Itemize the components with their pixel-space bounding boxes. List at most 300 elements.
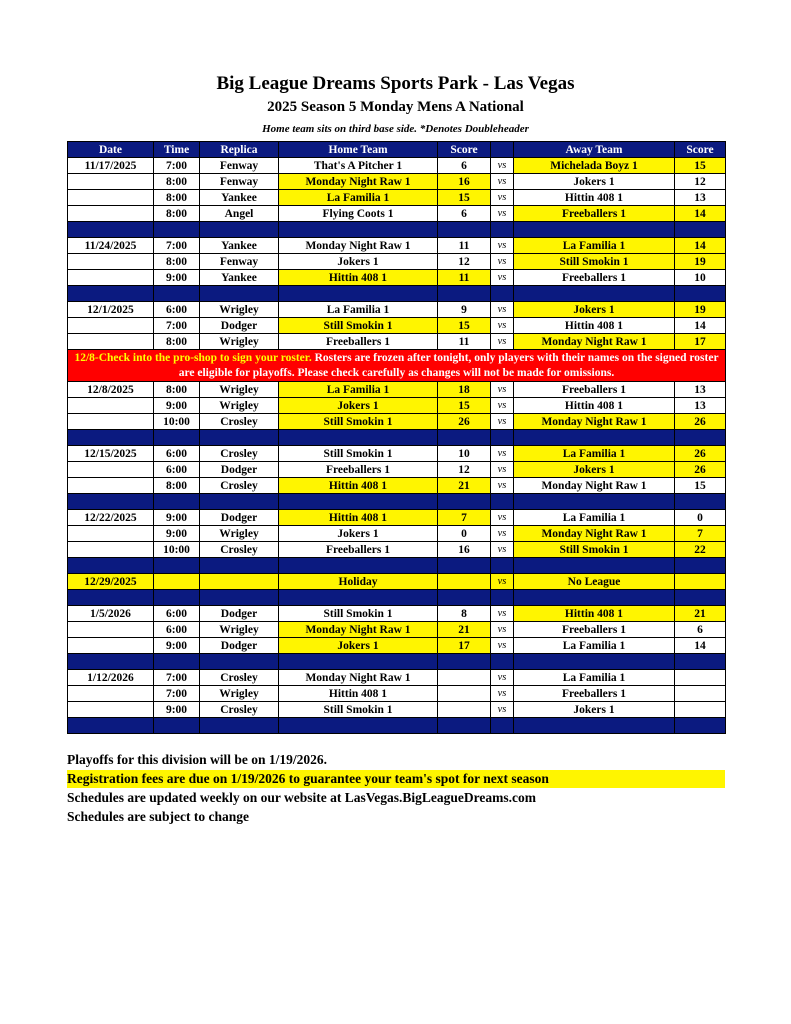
registration-note: Registration fees are due on 1/19/2026 to guarantee your team's spot for next season [67,770,725,788]
separator-cell [279,718,438,734]
roster-notice-row [68,350,726,382]
away-team: La Familia 1 [514,446,675,462]
game-time: 10:00 [154,414,200,430]
home-score: 15 [438,318,491,334]
home-score: 21 [438,622,491,638]
game-date [68,414,154,430]
game-date [68,270,154,286]
separator-row [68,286,726,302]
roster-notice-lead: 12/8-Check into the pro-shop to sign your roster. [74,351,312,364]
away-team: Hittin 408 1 [514,606,675,622]
away-team: Still Smokin 1 [514,254,675,270]
game-replica: Dodger [200,638,279,654]
game-replica: Wrigley [200,334,279,350]
separator-cell [438,590,491,606]
game-row [68,606,726,622]
away-team: Freeballers 1 [514,686,675,702]
home-score: 18 [438,382,491,398]
game-date: 12/29/2025 [68,574,154,590]
vs-label: vs [491,510,514,526]
vs-label: vs [491,318,514,334]
separator-cell [200,430,279,446]
separator-cell [438,494,491,510]
game-row [68,542,726,558]
away-team: Freeballers 1 [514,270,675,286]
change-note: Schedules are subject to change [67,809,249,824]
separator-cell [279,286,438,302]
game-replica: Wrigley [200,526,279,542]
col-away-score: Score [675,142,726,158]
away-score: 26 [675,414,726,430]
home-score: 16 [438,542,491,558]
away-score: 26 [675,462,726,478]
away-score: 15 [675,158,726,174]
game-time: 7:00 [154,670,200,686]
separator-cell [154,558,200,574]
home-team: La Familia 1 [279,190,438,206]
home-score [438,670,491,686]
game-replica: Crosley [200,446,279,462]
game-replica: Yankee [200,190,279,206]
separator-cell [675,590,726,606]
game-replica: Wrigley [200,382,279,398]
game-row [68,238,726,254]
away-team: Jokers 1 [514,702,675,718]
home-score [438,702,491,718]
away-score: 14 [675,238,726,254]
game-date [68,462,154,478]
home-team: Freeballers 1 [279,334,438,350]
away-score: 12 [675,174,726,190]
vs-label: vs [491,526,514,542]
game-time: 8:00 [154,382,200,398]
home-score: 11 [438,334,491,350]
game-replica: Wrigley [200,302,279,318]
vs-label: vs [491,478,514,494]
col-away-team: Away Team [514,142,675,158]
vs-label: vs [491,334,514,350]
game-date: 12/1/2025 [68,302,154,318]
game-date [68,702,154,718]
separator-cell [514,430,675,446]
game-replica: Angel [200,206,279,222]
game-date: 1/5/2026 [68,606,154,622]
game-time: 7:00 [154,686,200,702]
away-score: 13 [675,382,726,398]
separator-cell [491,654,514,670]
game-time: 9:00 [154,638,200,654]
vs-label: vs [491,638,514,654]
vs-label: vs [491,622,514,638]
separator-row [68,654,726,670]
game-replica: Fenway [200,254,279,270]
away-team: Freeballers 1 [514,622,675,638]
home-team: La Familia 1 [279,302,438,318]
home-score: 16 [438,174,491,190]
game-row [68,638,726,654]
separator-cell [154,494,200,510]
home-team: Holiday [279,574,438,590]
home-team: Still Smokin 1 [279,606,438,622]
separator-cell [438,654,491,670]
separator-row [68,718,726,734]
game-replica: Yankee [200,238,279,254]
col-vs [491,142,514,158]
away-score [675,686,726,702]
away-team: Freeballers 1 [514,206,675,222]
separator-cell [675,430,726,446]
header-row [68,142,726,158]
game-date [68,686,154,702]
game-row [68,206,726,222]
separator-cell [154,654,200,670]
game-date [68,318,154,334]
home-team: La Familia 1 [279,382,438,398]
vs-label: vs [491,670,514,686]
separator-cell [438,558,491,574]
vs-label: vs [491,446,514,462]
away-score [675,670,726,686]
home-team: Hittin 408 1 [279,686,438,702]
separator-cell [279,590,438,606]
vs-label: vs [491,574,514,590]
home-score: 12 [438,462,491,478]
game-time: 9:00 [154,526,200,542]
home-score: 11 [438,238,491,254]
home-score: 10 [438,446,491,462]
separator-row [68,494,726,510]
home-team: Jokers 1 [279,254,438,270]
vs-label: vs [491,190,514,206]
away-team: La Familia 1 [514,638,675,654]
game-row [68,158,726,174]
home-team: That's A Pitcher 1 [279,158,438,174]
col-replica: Replica [200,142,279,158]
vs-label: vs [491,462,514,478]
away-score: 19 [675,254,726,270]
game-time [154,574,200,590]
home-score: 26 [438,414,491,430]
vs-label: vs [491,206,514,222]
separator-cell [200,654,279,670]
home-team: Monday Night Raw 1 [279,238,438,254]
home-score: 7 [438,510,491,526]
game-row [68,302,726,318]
vs-label: vs [491,270,514,286]
away-team: La Familia 1 [514,670,675,686]
away-team: Jokers 1 [514,302,675,318]
game-date [68,542,154,558]
separator-cell [438,222,491,238]
separator-cell [514,222,675,238]
game-replica: Dodger [200,462,279,478]
separator-cell [154,718,200,734]
away-score: 13 [675,190,726,206]
away-score: 19 [675,302,726,318]
away-score: 14 [675,318,726,334]
separator-cell [200,222,279,238]
game-time: 6:00 [154,606,200,622]
game-replica: Crosley [200,542,279,558]
vs-label: vs [491,302,514,318]
separator-cell [491,590,514,606]
away-team: Monday Night Raw 1 [514,414,675,430]
roster-notice [68,350,726,382]
separator-cell [491,494,514,510]
game-row [68,318,726,334]
separator-cell [675,286,726,302]
vs-label: vs [491,686,514,702]
home-score: 0 [438,526,491,542]
game-time: 8:00 [154,190,200,206]
away-score: 15 [675,478,726,494]
separator-row [68,430,726,446]
home-team: Hittin 408 1 [279,510,438,526]
game-date [68,190,154,206]
vs-label: vs [491,542,514,558]
separator-cell [68,494,154,510]
home-score: 8 [438,606,491,622]
home-score: 21 [438,478,491,494]
game-time: 6:00 [154,622,200,638]
game-row [68,510,726,526]
separator-cell [200,494,279,510]
away-score: 17 [675,334,726,350]
away-score: 6 [675,622,726,638]
home-team: Jokers 1 [279,638,438,654]
separator-row [68,222,726,238]
separator-cell [200,590,279,606]
separator-row [68,590,726,606]
vs-label: vs [491,606,514,622]
game-time: 9:00 [154,702,200,718]
game-replica: Yankee [200,270,279,286]
separator-cell [200,718,279,734]
game-replica: Wrigley [200,398,279,414]
header-note: Home team sits on third base side. *Denotes Doubleheader [262,123,529,135]
away-score: 22 [675,542,726,558]
home-team: Still Smokin 1 [279,414,438,430]
away-score: 0 [675,510,726,526]
game-time: 9:00 [154,510,200,526]
game-row [68,478,726,494]
home-team: Monday Night Raw 1 [279,622,438,638]
game-row [68,174,726,190]
col-home-team: Home Team [279,142,438,158]
away-team: Monday Night Raw 1 [514,334,675,350]
away-score [675,702,726,718]
home-team: Freeballers 1 [279,542,438,558]
game-replica: Crosley [200,478,279,494]
away-team: No League [514,574,675,590]
separator-cell [154,590,200,606]
home-team: Monday Night Raw 1 [279,174,438,190]
home-score: 9 [438,302,491,318]
game-time: 8:00 [154,174,200,190]
separator-cell [154,286,200,302]
home-team: Still Smokin 1 [279,446,438,462]
game-time: 8:00 [154,478,200,494]
game-row [68,670,726,686]
separator-cell [491,222,514,238]
separator-cell [491,286,514,302]
separator-cell [200,286,279,302]
game-row [68,574,726,590]
game-time: 9:00 [154,270,200,286]
away-score: 26 [675,446,726,462]
separator-cell [675,718,726,734]
game-row [68,462,726,478]
game-date [68,334,154,350]
game-replica: Fenway [200,174,279,190]
vs-label: vs [491,238,514,254]
game-row [68,702,726,718]
col-home-score: Score [438,142,491,158]
separator-cell [514,654,675,670]
home-team: Still Smokin 1 [279,318,438,334]
away-score: 14 [675,638,726,654]
game-time: 8:00 [154,334,200,350]
separator-cell [154,222,200,238]
away-score: 21 [675,606,726,622]
home-team: Flying Coots 1 [279,206,438,222]
game-row [68,398,726,414]
vs-label: vs [491,398,514,414]
separator-cell [279,494,438,510]
away-team: Still Smokin 1 [514,542,675,558]
separator-cell [514,558,675,574]
away-team: La Familia 1 [514,238,675,254]
col-date: Date [68,142,154,158]
home-team: Hittin 408 1 [279,478,438,494]
game-replica: Crosley [200,670,279,686]
separator-cell [675,654,726,670]
game-date: 12/8/2025 [68,382,154,398]
away-team: Jokers 1 [514,174,675,190]
vs-label: vs [491,174,514,190]
separator-cell [200,558,279,574]
separator-cell [675,222,726,238]
separator-cell [514,494,675,510]
roster-notice-text: Rosters are frozen after tonight, only players with their names on the signed roster are eligible for playoffs. Please check carefully as changes will not be made for omissions. [178,351,719,379]
game-row [68,526,726,542]
game-time: 9:00 [154,398,200,414]
separator-cell [675,558,726,574]
game-time: 10:00 [154,542,200,558]
game-date: 11/17/2025 [68,158,154,174]
separator-cell [154,430,200,446]
home-team: Jokers 1 [279,526,438,542]
game-replica: Dodger [200,606,279,622]
separator-cell [491,558,514,574]
website-note: Schedules are updated weekly on our website at LasVegas.BigLeagueDreams.com [67,790,537,805]
separator-cell [68,590,154,606]
separator-cell [279,430,438,446]
home-team: Hittin 408 1 [279,270,438,286]
game-time: 6:00 [154,302,200,318]
separator-cell [68,654,154,670]
home-score: 12 [438,254,491,270]
game-date: 12/22/2025 [68,510,154,526]
separator-cell [279,654,438,670]
schedule-body [68,158,726,734]
game-date [68,254,154,270]
vs-label: vs [491,702,514,718]
separator-cell [279,558,438,574]
page-title: Big League Dreams Sports Park - Las Vegas [216,73,575,94]
game-time: 6:00 [154,446,200,462]
game-replica: Crosley [200,702,279,718]
game-time: 7:00 [154,318,200,334]
away-team: Jokers 1 [514,462,675,478]
separator-cell [68,430,154,446]
separator-cell [491,718,514,734]
separator-cell [438,286,491,302]
game-date: 1/12/2026 [68,670,154,686]
game-date: 11/24/2025 [68,238,154,254]
separator-cell [514,286,675,302]
separator-cell [491,430,514,446]
separator-cell [438,430,491,446]
home-team: Still Smokin 1 [279,702,438,718]
game-date [68,526,154,542]
separator-cell [438,718,491,734]
game-time: 7:00 [154,238,200,254]
home-score: 15 [438,398,491,414]
vs-label: vs [491,414,514,430]
playoffs-note: Playoffs for this division will be on 1/19/2026. [67,752,328,767]
game-date [68,622,154,638]
game-row [68,382,726,398]
vs-label: vs [491,382,514,398]
away-score: 14 [675,206,726,222]
game-row [68,622,726,638]
game-row [68,270,726,286]
away-team: Hittin 408 1 [514,190,675,206]
away-team: La Familia 1 [514,510,675,526]
away-score: 10 [675,270,726,286]
home-score [438,574,491,590]
game-row [68,686,726,702]
game-row [68,446,726,462]
away-score: 7 [675,526,726,542]
game-row [68,254,726,270]
away-team: Michelada Boyz 1 [514,158,675,174]
schedule-table [67,141,726,734]
game-row [68,190,726,206]
game-replica: Dodger [200,318,279,334]
page-subtitle: 2025 Season 5 Monday Mens A National [267,99,524,115]
game-time: 8:00 [154,254,200,270]
game-date: 12/15/2025 [68,446,154,462]
home-score: 15 [438,190,491,206]
game-time: 7:00 [154,158,200,174]
away-team: Hittin 408 1 [514,318,675,334]
vs-label: vs [491,158,514,174]
away-team: Hittin 408 1 [514,398,675,414]
home-score: 17 [438,638,491,654]
game-date [68,174,154,190]
col-time: Time [154,142,200,158]
separator-cell [675,494,726,510]
game-time: 8:00 [154,206,200,222]
home-team: Jokers 1 [279,398,438,414]
home-score: 11 [438,270,491,286]
game-replica: Crosley [200,414,279,430]
separator-cell [514,590,675,606]
away-team: Monday Night Raw 1 [514,478,675,494]
vs-label: vs [491,254,514,270]
